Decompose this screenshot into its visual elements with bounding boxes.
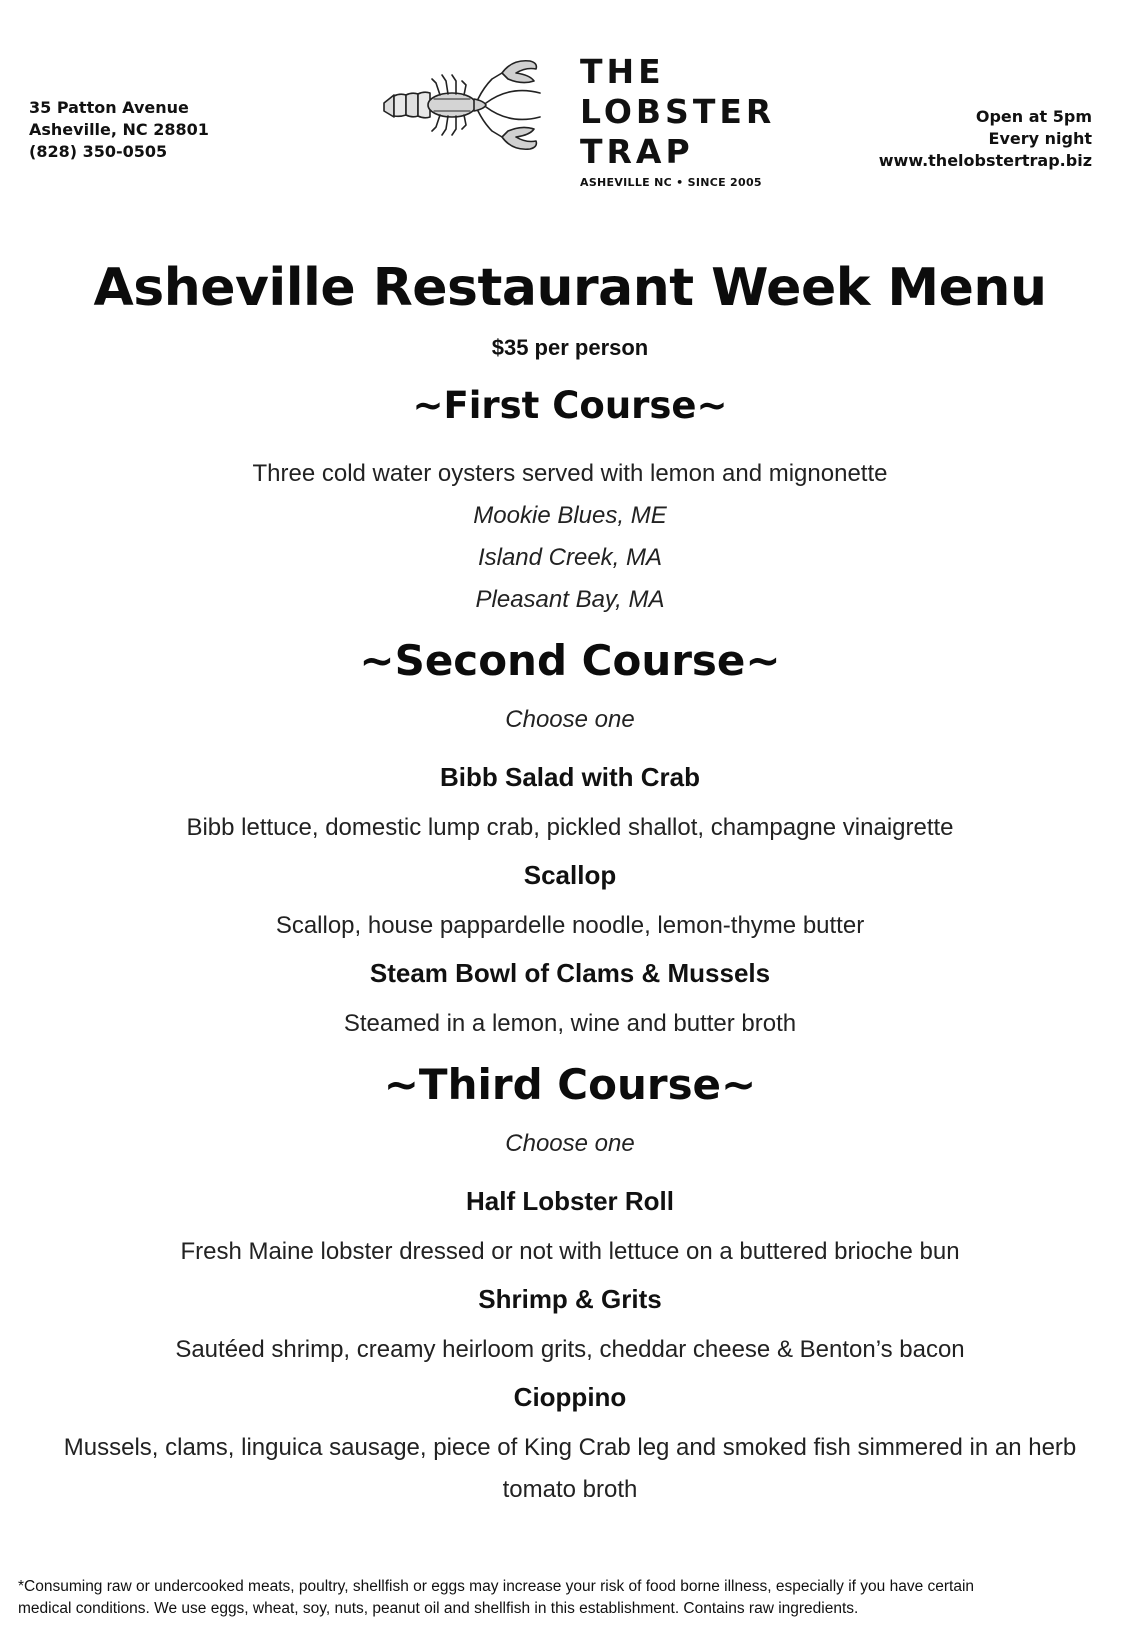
logo-tagline: ASHEVILLE NC • SINCE 2005 bbox=[580, 176, 762, 189]
first-course-heading: ~First Course~ bbox=[412, 384, 728, 427]
dish-name: Scallop bbox=[523, 860, 617, 890]
first-course-description: Three cold water oysters served with lemon and mignonette bbox=[252, 460, 888, 487]
dish-description: Mussels, clams, linguica sausage, piece of King Crab leg and smoked fish simmered in an herb bbox=[63, 1434, 1077, 1461]
dish-name: Half Lobster Roll bbox=[465, 1186, 674, 1216]
logo-line-trap: TRAP bbox=[580, 132, 694, 171]
dish-name: Steam Bowl of Clams & Mussels bbox=[369, 958, 771, 988]
dish-description: Bibb lettuce, domestic lump crab, pickled shallot, champagne vinaigrette bbox=[186, 814, 954, 841]
logo-line-lobster: LOBSTER bbox=[580, 92, 776, 131]
third-course-heading: ~Third Course~ bbox=[383, 1060, 757, 1109]
address-street: 35 Patton Avenue bbox=[29, 98, 189, 117]
oyster-variety: Island Creek, MA bbox=[477, 544, 663, 571]
second-course-note: Choose one bbox=[505, 706, 635, 733]
lobster-icon bbox=[380, 55, 545, 160]
address-city: Asheville, NC 28801 bbox=[29, 120, 209, 139]
restaurant-address bbox=[29, 97, 209, 163]
dish-description: Fresh Maine lobster dressed or not with lettuce on a buttered brioche bun bbox=[180, 1238, 960, 1265]
logo-line-the: THE bbox=[580, 52, 665, 91]
second-course-heading: ~Second Course~ bbox=[359, 636, 781, 685]
menu-title: Asheville Restaurant Week Menu bbox=[93, 258, 1047, 318]
dish-name: Bibb Salad with Crab bbox=[439, 762, 701, 792]
dish-description: Sautéed shrimp, creamy heirloom grits, cheddar cheese & Benton’s bacon bbox=[175, 1336, 965, 1363]
address-phone: (828) 350-0505 bbox=[29, 142, 168, 161]
oyster-variety: Pleasant Bay, MA bbox=[475, 586, 665, 613]
third-course-note: Choose one bbox=[505, 1130, 635, 1157]
menu-price: $35 per person bbox=[491, 335, 649, 360]
website-text: www.thelobstertrap.biz bbox=[878, 151, 1092, 170]
logo-wordmark bbox=[580, 52, 775, 189]
disclaimer-line: *Consuming raw or undercooked meats, poultry, shellfish or eggs may increase your risk of food borne illness, especially if you have certain bbox=[18, 1578, 975, 1595]
dish-description-continued: tomato broth bbox=[502, 1476, 638, 1503]
hours-open: Open at 5pm bbox=[975, 107, 1092, 126]
restaurant-logo bbox=[380, 52, 790, 192]
dish-description: Steamed in a lemon, wine and butter broth bbox=[343, 1010, 797, 1037]
dish-name: Shrimp & Grits bbox=[478, 1284, 662, 1314]
health-disclaimer bbox=[18, 1576, 1108, 1620]
dish-name: Cioppino bbox=[513, 1382, 627, 1412]
hours-days: Every night bbox=[988, 129, 1092, 148]
dish-description: Scallop, house pappardelle noodle, lemon-thyme butter bbox=[275, 912, 865, 939]
oyster-variety: Mookie Blues, ME bbox=[473, 502, 667, 529]
disclaimer-line: medical conditions. We use eggs, wheat, soy, nuts, peanut oil and shellfish in this establishment. Contains raw ingredients. bbox=[18, 1600, 859, 1617]
restaurant-hours bbox=[879, 106, 1092, 172]
